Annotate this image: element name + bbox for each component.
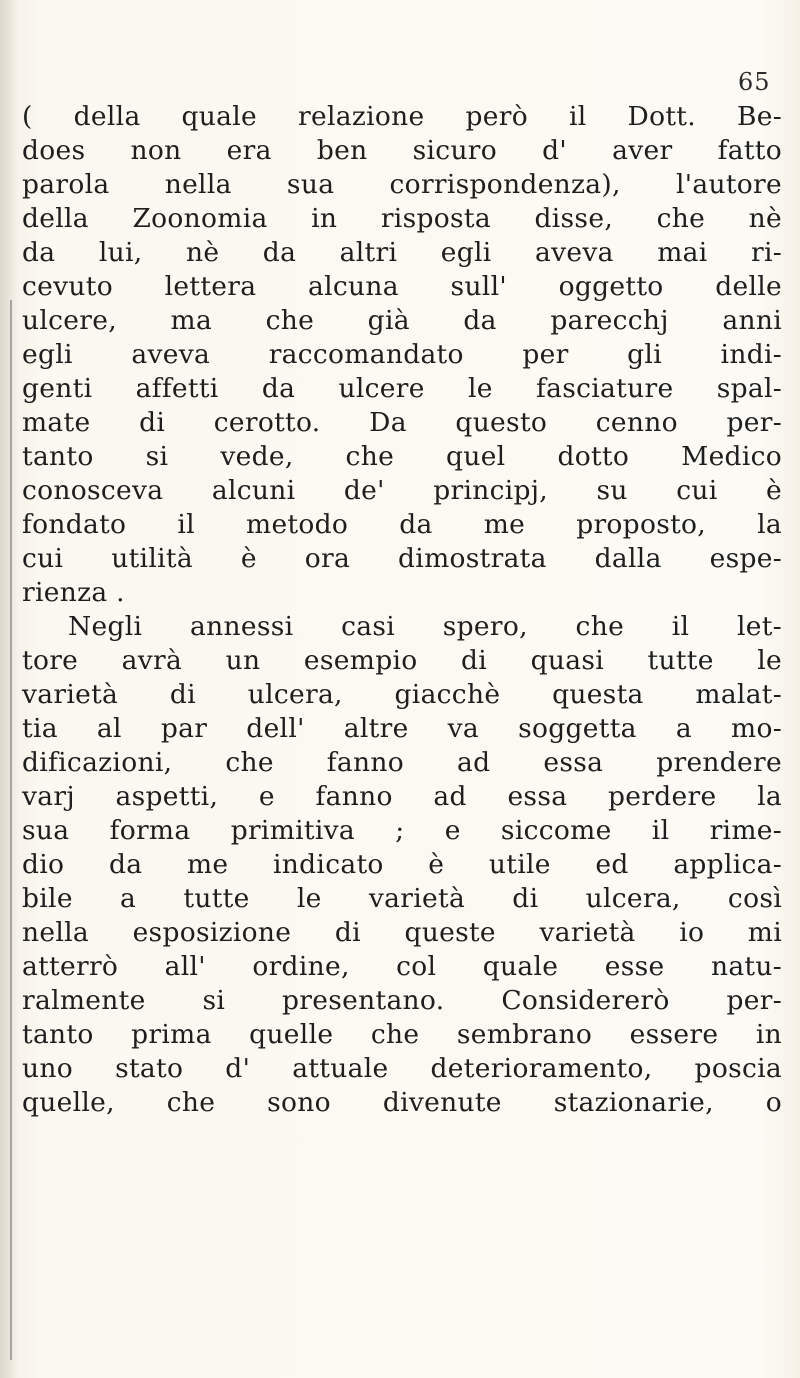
text-line: tore avrà un esempio di quasi tutte le (22, 645, 782, 676)
text-line: tanto prima quelle che sembrano essere in (22, 1019, 782, 1050)
text-line: uno stato d' attuale deterioramento, poscia (22, 1053, 782, 1084)
text-line: genti affetti da ulcere le fasciature spal- (22, 373, 782, 404)
text-line: dificazioni, che fanno ad essa prendere (22, 747, 782, 778)
text-line: ulcere, ma che già da parecchj anni (22, 305, 782, 336)
page-number: 65 (738, 68, 771, 96)
text-line: ( della quale relazione però il Dott. Be- (22, 101, 782, 132)
text-line: mate di cerotto. Da questo cenno per- (22, 407, 782, 438)
text-line: cevuto lettera alcuna sull' oggetto delle (22, 271, 782, 302)
text-line: dio da me indicato è utile ed applica- (22, 849, 782, 880)
text-line: egli aveva raccomandato per gli indi- (22, 339, 782, 370)
text-line: atterrò all' ordine, col quale esse natu- (22, 951, 782, 982)
margin-rule (10, 300, 12, 1360)
text-line: sua forma primitiva ; e siccome il rime- (22, 815, 782, 846)
text-line: quelle, che sono divenute stazionarie, o (22, 1087, 782, 1118)
text-line: varietà di ulcera, giacchè questa malat- (22, 679, 782, 710)
text-line: parola nella sua corrispondenza), l'autore (22, 169, 782, 200)
text-line: rienza . (22, 577, 125, 608)
text-line: tanto si vede, che quel dotto Medico (22, 441, 782, 472)
text-line: nella esposizione di queste varietà io mi (22, 917, 782, 948)
text-line: does non era ben sicuro d' aver fatto (22, 135, 782, 166)
text-line: da lui, nè da altri egli aveva mai ri- (22, 237, 782, 268)
text-line: varj aspetti, e fanno ad essa perdere la (22, 781, 782, 812)
body-text (22, 100, 782, 1120)
text-line-paragraph-start: Negli annessi casi spero, che il let- (68, 611, 782, 642)
text-line: conosceva alcuni de' principj, su cui è (22, 475, 782, 506)
text-line: cui utilità è ora dimostrata dalla espe- (22, 543, 782, 574)
text-line: della Zoonomia in risposta disse, che nè (22, 203, 782, 234)
text-line: bile a tutte le varietà di ulcera, così (22, 883, 782, 914)
spine-shadow (0, 0, 18, 1378)
text-line: fondato il metodo da me proposto, la (22, 509, 782, 540)
text-line: ralmente si presentano. Considererò per- (22, 985, 782, 1016)
text-line: tia al par dell' altre va soggetta a mo- (22, 713, 782, 744)
